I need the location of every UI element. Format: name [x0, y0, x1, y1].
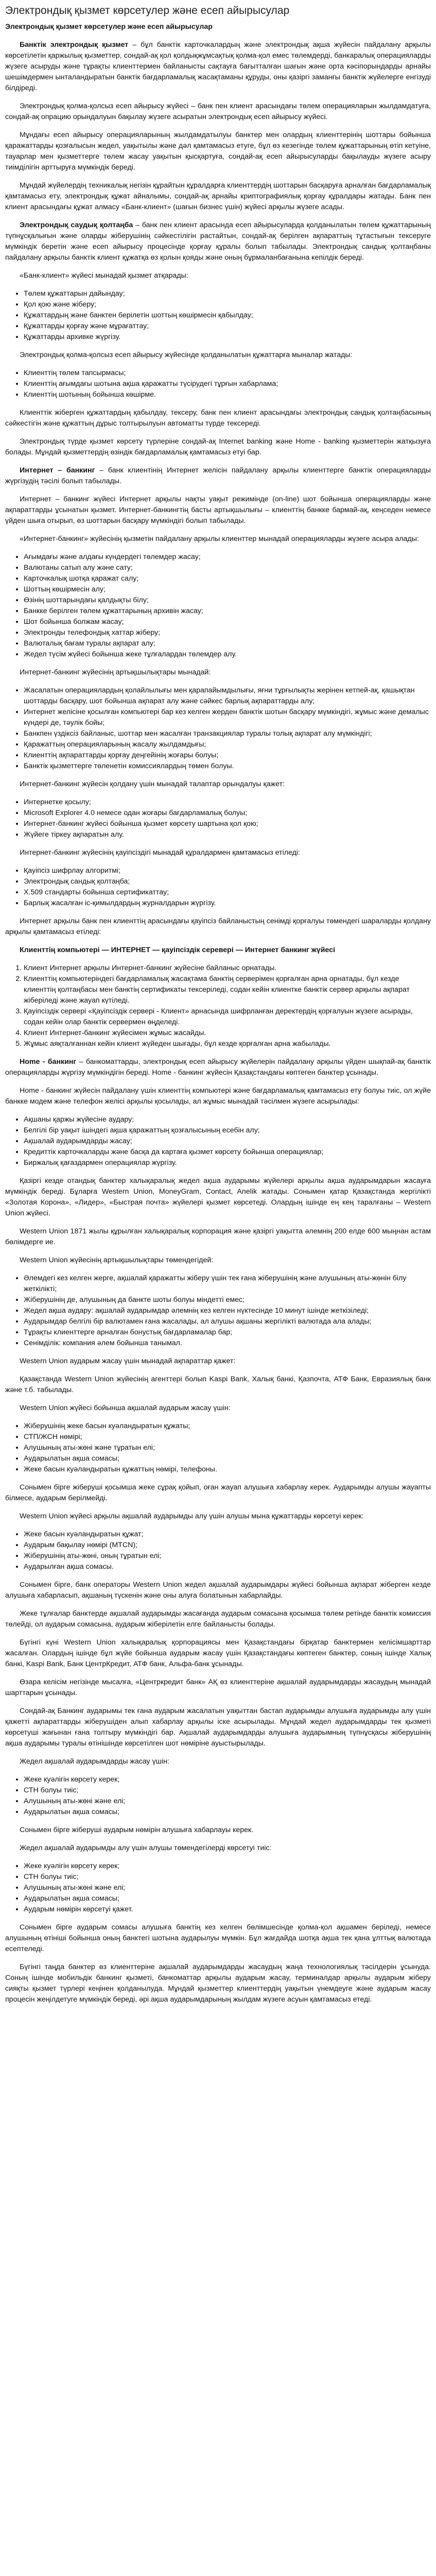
paragraph — [5, 1086, 431, 1107]
list-item: • Электронды телефондық хаттар жіберу; — [24, 628, 431, 638]
list-item: • Microsoft Explorer 4.0 немесе одан жоғары бағдарламалық болуы; — [24, 808, 431, 819]
paragraph — [5, 1482, 431, 1504]
bullet-list — [5, 1114, 431, 1168]
paragraph-text: Western Union 1871 жылы құрылған халықаралық корпорация және қазіргі уақытта әлемнің 200 елде 600 мыңнан астам бөлімдерге ие. — [5, 1227, 431, 1246]
list-item: • Валюталық бағам туралы ақпарат алу; — [24, 638, 431, 649]
paragraph-text: «Банк-клиент» жүйесі мынадай қызмет атқарады: — [20, 272, 188, 280]
paragraph — [5, 1756, 431, 1767]
paragraph-text: Интернет – банкинг жүйесі Интернет арқылы нақты уақыт режимінде (on-line) шот бойынша операцияларды және ақпараттарды ұсынатын қызмет. Интернет-банкингтің басты артықшылығы – клиенттің банкке бармай-ақ, кеңседен немесе үйден шыға отырып, өз шоттарын басқару мүмкіндігі болып табылады. — [5, 495, 431, 525]
list-item: • Жеке куәлігін көрсету керек; — [24, 1861, 431, 1872]
bullet-list — [5, 797, 431, 840]
paragraph — [5, 534, 431, 545]
paragraph — [5, 1226, 431, 1248]
paragraph — [5, 667, 431, 678]
document-body — [5, 22, 431, 2005]
list-item: • Ақшалай аударымдарды жасау; — [24, 1136, 431, 1147]
paragraph — [5, 1825, 431, 1836]
list-item: • Жіберушінің аты-жөні, оның тұратын елі; — [24, 1551, 431, 1562]
list-item: • Алушының аты-жөні және тұратын елі; — [24, 1443, 431, 1453]
paragraph — [5, 916, 431, 938]
list-item: 3. Қауіпсіздік сервері «Қауіпсіздік сервері - Клиент» арнасында шифрланған деректердің қорғалуын жүзеге асырады, содан кейін олар банктік сервермен өңделеді. — [24, 1006, 431, 1028]
list-item: • СТН болуы тиіс; — [24, 1872, 431, 1883]
paragraph — [5, 1922, 431, 1955]
list-item: • Интернет-банкинг жүйесі бойынша қызмет көрсету шартына қол қою; — [24, 819, 431, 829]
paragraph — [5, 1176, 431, 1219]
list-item: • Ақшаны қаржы жүйесіне аудару; — [24, 1114, 431, 1125]
list-item: • СТП/ЖСН нөмірі; — [24, 1432, 431, 1443]
list-item: • Төлем құжаттарын дайындау; — [24, 289, 431, 299]
list-item: • Валютаны сатып алу және сату; — [24, 563, 431, 573]
list-item: • Құжаттардың және банктен берілетін шоттың көшірмесін қабылдау; — [24, 310, 431, 321]
paragraph — [5, 1580, 431, 1601]
paragraph-text: Электрондық қолма-қолсыз есеп айырысу жүйесі – банк пен клиент арасындағы төлем операцияларын жылдамдатуға, сондай-ақ опрацию орындалуын бақылау жүзеге асыратын электрондық есеп айырысу жүйесі. — [5, 102, 431, 121]
paragraph-text: – банк пен клиент арасында есеп айырысуларда қолданылатын төлем құжаттарының түпнұсқалығын және оларды жіберушінің сәйкестілігін растайтын, сондай-ақ берілген ақпараттың тұтастығын тексеруге мүмкіндік беретін және есеп айырысу процесінде қорғау құралы болып табылады. Электрондық сандық қолтаңбаны пайдалану арқылы банктік клиент құжатқа өз қолын қояды және оның бұрмаланбағанына кепілдік береді. — [5, 221, 431, 262]
paragraph-text: Home - банкинг жүйесін пайдалану үшін клиенттің компьютері және бағдарламалық қамтамасыз ету болуы тиіс, ол жүйе банкке модем және телефон желісі арқылы қосылады, ал жұмыс мынадай тәсілмен жүзеге асырылады: — [5, 1087, 431, 1106]
list-item: • Өзінің шоттарындағы қалдықты білу; — [24, 595, 431, 606]
bullet-list — [5, 1774, 431, 1818]
list-item: • Биржалық қағаздармен операциялар жүргізу. — [24, 1158, 431, 1168]
paragraph — [5, 270, 431, 281]
paragraph-text: Электрондық түрде қызмет көрсету түрлеріне сондай-ақ Internet banking және Home - banking қызметтерін жатқызуға болады. Мұндай қызметтердің өзіндік бағдарламалық қамтамасыз етуі бар. — [5, 437, 431, 456]
paragraph — [5, 1706, 431, 1749]
paragraph-text: Интернет-банкинг жүйесінің артықшылықтары мынадай: — [20, 668, 211, 676]
paragraph — [5, 220, 431, 263]
paragraph-bold-lead: Интернет – банкинг — [20, 466, 95, 474]
paragraph-text: Қазіргі кезде отандық банктер халықаралық жедел ақша аударымы жүйелері арқылы ақша аударымдарын жасауға мүмкіндік береді. Бұларға Western Union, MoneyGram, Contact, Anelik жатады. Сонымен қатар Қазақстанда жергілікті «Золотая Корона», «Лидер», «Быстрая почта» жүйелері қызмет көрсетеді. Олардың ішінде ең кең таралғаны – Western Union жүйесі. — [5, 1177, 431, 1217]
paragraph-text: Өзара келісім негізінде мысалға, «Центркредит банк» АҚ өз клиенттеріне ақшалай аударымдарды жасаудың мынадай шарттарын ұсынады. — [5, 1678, 431, 1697]
paragraph — [5, 465, 431, 487]
list-item: • Банкке берілген төлем құжаттарының архивін жасау; — [24, 606, 431, 617]
paragraph-text: Интернет-банкинг жүйесінің қауіпсіздігі мынадай құралдармен қамтамасыз етіледі: — [20, 849, 300, 857]
paragraph-text: Сонымен бірге жіберуші қосымша жеке сұрақ қойып, оған жауап алушыға хабарлау керек. Аударымды алушы жауапты білмесе, аударым берілмейді. — [5, 1483, 431, 1502]
list-item: • СТН болуы тиіс; — [24, 1785, 431, 1796]
list-item: 5. Жұмыс аяқталғаннан кейін клиент жүйеден шығады, бұл кезде қорғалған арна жабылады. — [24, 1039, 431, 1049]
paragraph — [5, 22, 431, 32]
paragraph — [5, 1608, 431, 1630]
paragraph — [5, 1843, 431, 1854]
bullet-list — [5, 368, 431, 400]
list-item: • Сенімділік: компания әлем бойынша танымал. — [24, 1338, 431, 1349]
paragraph-text: Клиенттік жіберген құжаттардың қабылдау, тексеру, банк пен клиент арасындағы электрондық сандық қолтаңбасының сәйкестігін және құжаттың дұрыс толтырылуын автоматты түрде тексереді. — [5, 409, 431, 428]
numbered-list — [5, 963, 431, 1049]
paragraph-text: Жедел ақшалай аударымды алу үшін алушы төмендегілерді көрсетуі тиіс: — [20, 1844, 272, 1852]
list-item: • Жеке басын куәландыратын құжат; — [24, 1529, 431, 1540]
paragraph-text: Сонымен бірге аударым сомасы алушыға банктің кез келген бөлімшесінде қолма-қол ақшамен беріледі, немесе алушының өтініші бойынша оның банктегі шотына аударылуы мүмкін. Бұл жағдайда шотқа ақша тек қана ұлттық валютада есептеледі. — [5, 1923, 431, 1953]
paragraph — [5, 1403, 431, 1414]
paragraph — [5, 1057, 431, 1078]
list-item: • Құжаттарды архивке жүргізу. — [24, 332, 431, 343]
bullet-list — [5, 1529, 431, 1572]
paragraph-text: Сондай-ақ Банкинг аударымы тек ғана аударым жасалатын уақыттан бастап аударымды алушыға аударымды алу үшін қажетті ақпараттарды жіберушіден алып хабарлау арқылы іске асырылады. Мұндай жедел аударымдарды тек қызметі көрсетуші жағынан ғана толтыру мүмкіндігі бар. Ақшалай аударымдарды алушыға аударымның түпнұсқасы жіберушінің ақша аударымы туралы өтінішінде көрсетілген шот нөміріне ауыстырылады. — [5, 1707, 431, 1748]
list-item: • Аударылатын ақша сомасы; — [24, 1453, 431, 1464]
paragraph-text: Жеке тұлғалар банктерде ақшалай аударымды жасағанда аударым сомасына қосымша төлем ретінде банктік комиссия төлейді, ол аударым сомасына, аударым жіберілетін елге байланысты болады. — [5, 1609, 431, 1629]
list-item: 4. Клиент Интернет-банкинг жүйесімен жұмыс жасайды. — [24, 1028, 431, 1039]
paragraph-text: Қазақстанда Western Union жүйесінің агенттері болып Kaspi Bank, Халық банкі, Қазпочта, АТФ Банк, Евразиялық банк және т.б. табылады. — [5, 1375, 431, 1394]
bullet-list — [5, 685, 431, 772]
paragraph-text: Мұндай жүйелердің техникалық негізін құрайтын құралдарға клиенттердің шоттарын басқаруға арналған бағдарламалық қамтамасыз ету, электрондық құжат айналымы, сондай-ақ арнайы криптографиялық қорғау құралдары жатады. Банк пен клиент арасындағы құжат алмасу «Банк-клиент» (шағын бизнес үшін) жүйесі арқылы жүзеге асады. — [5, 181, 431, 211]
list-item: • Аударылған ақша сомасы. — [24, 1562, 431, 1572]
paragraph — [5, 1255, 431, 1266]
paragraph-text: Бүгінгі күні Western Union халықаралық қорпорациясы мен Қазақстандағы бірқатар банктермен келісімшарттар жасалған. Олардың ішінде бұл жүйе бойынша аударым жасау үшін Қазақстандағы көптеген банктер, соның ішінде Халық банкі, Kaspi Bank, Банк ЦентрКредит, АТФ банк, Альфа-банк ұсынады. — [5, 1638, 431, 1668]
list-item: • Қаражаттың операцияларының жасалу жылдамдығы; — [24, 739, 431, 750]
list-item: • Жасалатын операциялардың қолайлылығы мен қарапайымдылығы, яғни тұрғылықты жерінен кетпей-ақ, қашықтан шоттарды басқару, шот бойынша ақпарат алу және сәйкес барлық ақпараттарды алу; — [24, 685, 431, 707]
list-item: • Қол қою және жіберу; — [24, 299, 431, 310]
list-item: • Клиенттің ағымдағы шотына ақша қаражатты түсірудегі тұрғын хабарлама; — [24, 379, 431, 389]
paragraph-text: Сонымен бірге жіберуші аударым нөмірін алушыға хабарлауы керек. — [20, 1826, 254, 1834]
list-item: • Жіберушінің де, алушының да банкте шоты болуы міндетті емес; — [24, 1295, 431, 1306]
list-item: • Клиенттің төлем тапсырмасы; — [24, 368, 431, 379]
paragraph-text: Western Union жүйесі арқылы ақшалай аударымды алу үшін алушы мына құжаттарды көрсетуі керек: — [20, 1512, 364, 1520]
paragraph — [5, 408, 431, 429]
bullet-list — [5, 552, 431, 660]
paragraph-text: «Интернет-банкинг» жүйесінің қызметін пайдалану арқылы клиенттер мынадай операцияларды жүзеге асыра алады: — [20, 535, 419, 543]
list-item: • Белгілі бір уақыт ішіндегі ақша қаражаттың қозғалысының есебін алу; — [24, 1125, 431, 1136]
paragraph-bold-lead: Электрондық саудық қолтаңба — [20, 221, 133, 229]
list-item: • Әлемдегі кез келген жерге, ақшалай қаражатты жіберу үшін тек ғана жіберушінің және алушының аты-жөнін білу жеткілікті; — [24, 1273, 431, 1295]
list-item: • Құжаттарды қорғау және мұрағаттау; — [24, 321, 431, 332]
paragraph-text: Western Union аударым жасау үшін мынадай ақпараттар қажет: — [20, 1357, 236, 1365]
list-item: • Жеке куәлігін көрсету керек; — [24, 1774, 431, 1785]
paragraph — [5, 1962, 431, 2005]
list-item: • Интернетке қосылу; — [24, 797, 431, 808]
page-title: Электрондық қызмет көрсетулер және есеп айырысулар — [5, 5, 290, 16]
paragraph — [5, 1356, 431, 1367]
list-item: • Карточкалық шотқа қаражат салу; — [24, 573, 431, 584]
list-item: • Шоттың көшірмесін алу; — [24, 584, 431, 595]
paragraph — [5, 40, 431, 94]
list-item: • Банктік қызметтерге төленетін комиссиялардың төмен болуы. — [24, 761, 431, 772]
list-item: • Алушының аты-жөні және елі; — [24, 1796, 431, 1807]
paragraph-text: – банкоматтарды, электрондық есеп айырысу жүйелерін пайдалану арқылы үйден шықпай-ақ банктік операцияларды жүргізу мүмкіндігін береді. Home - банкинг жүйесін Қазақстандағы көптеген банктер ұсынады. — [5, 1058, 431, 1077]
paragraph-bold-lead: Банктік электрондық қызмет — [20, 41, 129, 49]
paragraph-text: – бұл банктік карточкалардың және электрондық ақша жүйесін пайдалану арқылы көрсетілетін қаржылық қызметтер, сондай-ақ қол қолдықжұмсақтық қолма-қол емес төлемдерді, банкаралық операцияларды жүзеге асыруды және тұрақты клиенттермен байланысты сақтауға бағытталған шағын және орта кәсіпорындарды арнайы шешімдермен ынталандыратын банктік бағдарламалық жасақтаманы құруды, оны қазіргі заманғы банктік жүйелерге енгізуді білдіреді. — [5, 41, 431, 92]
list-item: • Жіберушінің жеке басын куәландыратын құжаты; — [24, 1421, 431, 1432]
list-item: • Жеке басын куәландыратын құжаттың нөмірі, телефоны. — [24, 1464, 431, 1475]
paragraph — [5, 848, 431, 858]
list-item: • Қауіпсіз шифрлау алгоритмі; — [24, 866, 431, 876]
paragraph-text: Мұндағы есеп айырысу операцияларының жылдамдатылуы банктер мен олардың клиенттерінің шоттары бойынша қаражаттарды қозғалысын жедел, уақытылы және дәл қамтамасыз етуге, бұл өз кезегінде төлем құжаттарының өтіп кетуіне, тауарлар мен қызметтерге төлем жасау уақытын қысқартуға, сондай-ақ есеп айырысуларды бақылауды жүзеге асыру тиімділігін арттыруға мүмкіндік береді. — [5, 131, 431, 172]
bullet-list — [5, 1861, 431, 1915]
list-item: • Интернет желісіне қосылған компьютері бар кез келген жерден банктік шотын басқару мүмкіндігі, жұмыс және демалыс күндері де, тәулік бойы; — [24, 707, 431, 728]
paragraph — [5, 130, 431, 173]
bullet-list — [5, 1421, 431, 1475]
paragraph — [5, 1374, 431, 1396]
paragraph-bold-lead: Электрондық қызмет көрсетулер және есеп айырысулар — [5, 23, 213, 31]
paragraph-text: – банк клиентінің Интернет желісін пайдалану арқылы клиенттерге банктік операцияларды жүргізудің тәсілі болып табылады. — [5, 466, 431, 485]
paragraph — [5, 1677, 431, 1699]
list-item: • Алушының аты-жөні және елі; — [24, 1883, 431, 1893]
list-item: • Клиенттің ақпараттарды қорғау деңгейінің жоғары болуы; — [24, 750, 431, 761]
paragraph-text: Western Union жүйесінің артықшылықтары төмендегідей: — [20, 1256, 214, 1264]
paragraph-bold-lead: Home - банкинг — [20, 1058, 77, 1066]
list-item: • Банкпен үздіксіз байланыс, шоттар мен жасалған транзакциялар туралы толық ақпарат алу мүмкіндігі; — [24, 728, 431, 739]
list-item: • Жүйеге тіркеу ақпаратын алу. — [24, 829, 431, 840]
paragraph-text: Интернет арқылы банк пен клиенттің арасындағы қауіпсіз байланыстың сенімді қорғалуы төмендегі шараларды қолдану арқылы қамтамасыз етіледі: — [5, 917, 431, 936]
paragraph — [5, 945, 431, 956]
paragraph — [5, 101, 431, 123]
paragraph-text: Электрондық қолма-қолсыз есеп айырысу жүйесінде қолданылатын құжаттарға мыналар жатады: — [20, 351, 353, 359]
paragraph-text: Жедел ақшалай аударымдарды жасау үшін: — [20, 1757, 169, 1766]
list-item: • Аударымдар белгілі бір валютамен ғана жасалады, ал алушы ақшаны жергілікті валютада ала алады; — [24, 1316, 431, 1327]
paragraph-text: Western Union жүйесі бойынша ақшалай аударым жасау үшін: — [20, 1404, 231, 1412]
paragraph — [5, 1511, 431, 1522]
paragraph — [5, 350, 431, 361]
list-item: • Клиенттің шотының бойынша көшірме. — [24, 389, 431, 400]
list-item: • Аударым бақылау нөмірі (MTCN); — [24, 1540, 431, 1551]
paragraph-text: Интернет-банкинг жүйесін қолдану үшін мынадай талаптар орындалуы қажет: — [20, 780, 285, 788]
list-item: • Электрондық сандық қолтаңба; — [24, 876, 431, 887]
list-item: • Аударылатын ақша сомасы; — [24, 1893, 431, 1904]
paragraph — [5, 1637, 431, 1670]
bullet-list — [5, 866, 431, 909]
list-item: • Шот бойынша болжам жасау; — [24, 617, 431, 628]
paragraph-text: Бүгінгі таңда банктер өз клиенттеріне ақшалай аударымдарды жасаудың жаңа технологиялық тәсілдерін ұсынуда. Соның ішінде мобильдік банкинг қызметі, банкоматтар арқылы аударым жасау, терминалдар арқылы аударым жіберу сияқты қызмет түрлері кеңінен қолданылуда. Мұндай қызметтер клиенттердің уақытын үнемдеуге және аударым жасау процесін жеңілдетуге мүмкіндік береді, әрі ақша аударымдарының жылдам жүзеге асуын қамтамасыз етеді. — [5, 1963, 431, 2004]
paragraph — [5, 436, 431, 458]
list-item: • Жедел түсім жүйесі бойынша жеке тұлғалардан төлемдер алу. — [24, 649, 431, 660]
list-item: • Ағымдағы және алдағы күндердегі төлемдер жасау; — [24, 552, 431, 563]
list-item: • X.509 стандарты бойынша сертификаттау; — [24, 887, 431, 898]
paragraph — [5, 180, 431, 213]
list-item: 2. Клиенттің компьютеріндегі бағдарламалық жасақтама банктің серверімен қорғалған арна орнатады, бұл кезде клиенттің қолтаңбасы мен банктің сертификаты тексеріледі, содан кейін клиентке банктік сервер арқылы ақпарат жіберіледі және жауап күтіледі. — [24, 974, 431, 1006]
paragraph — [5, 494, 431, 527]
list-item: • Тұрақты клиенттерге арналған бонустық бағдарламалар бар; — [24, 1327, 431, 1338]
list-item: • Аударылатын ақша сомасы; — [24, 1807, 431, 1818]
list-item: • Аударым нөмірін көрсетуі қажет. — [24, 1904, 431, 1915]
list-item: • Барлық жасалған іс-қимылдардың журналдарын жүргізу. — [24, 898, 431, 909]
paragraph-text: Сонымен бірге, банк операторы Western Union жедел ақшалай аударымдары жүйесі бойынша ақпарат жіберген кезде алушыға хабарласып, ақшаның түскенін және оны алуға болатынын хабарлайды. — [5, 1581, 431, 1600]
list-item: 1. Клиент Интернет арқылы Интернет-банкинг жүйесіне байланыс орнатады. — [24, 963, 431, 974]
list-item: • Кредиттік карточкаларды және басқа да картаға қызмет көрсету бойынша операциялар; — [24, 1147, 431, 1158]
bullet-list — [5, 1273, 431, 1349]
list-item: • Жедел ақша аудару: ақшалай аударымдар әлемнің кез келген нүктесінде 10 минут ішінде жеткізіледі; — [24, 1306, 431, 1316]
bullet-list — [5, 289, 431, 343]
paragraph-bold-lead: Клиенттің компьютері — ИНТЕРНЕТ — қауіпсіздік серевері — Интернет банкинг жүйесі — [20, 946, 335, 954]
paragraph — [5, 779, 431, 790]
